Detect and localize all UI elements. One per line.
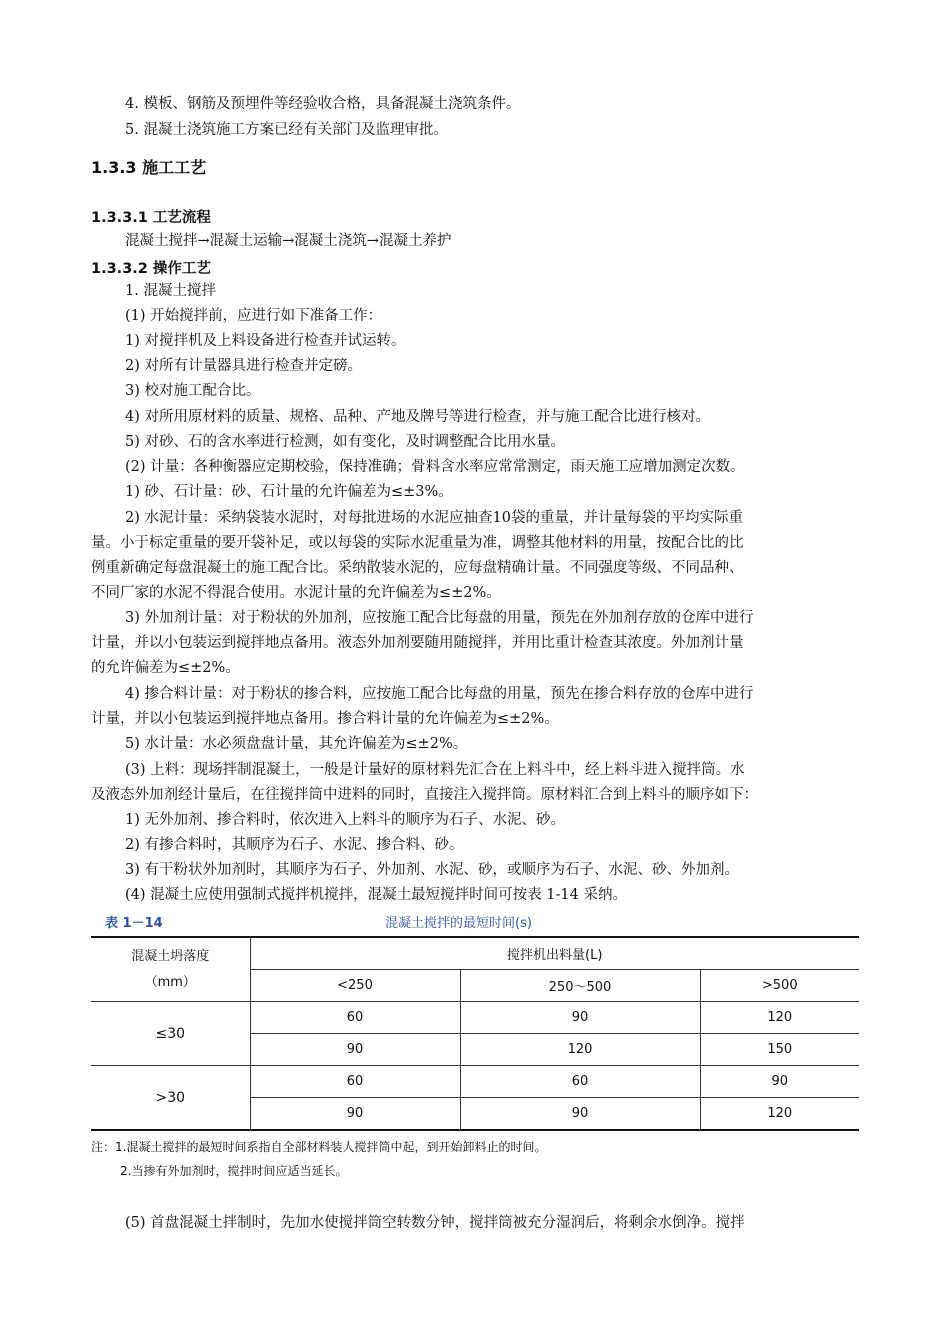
table-cell: 90 bbox=[250, 1098, 460, 1131]
table-row bbox=[91, 1002, 859, 1034]
paragraph-item-4: 4. 模板、钢筋及预埋件等经验收合格，具备混凝土浇筑条件。 bbox=[125, 96, 521, 112]
table-cell: 90 bbox=[250, 1034, 460, 1066]
table-col-header: >500 bbox=[700, 970, 859, 1002]
subsection-heading-1-3-3-2: 1.3.3.2 操作工艺 bbox=[91, 261, 211, 277]
step-1-3-line2: 及液态外加剂经计量后，在往搅拌筒中进料的同时，直接注入搅拌筒。原材料汇合到上料斗的顺序如下： bbox=[91, 787, 758, 803]
step-1-1-3: 3) 校对施工配合比。 bbox=[125, 383, 261, 399]
step-1-2-2-line4: 不同厂家的水泥不得混合使用。水泥计量的允许偏差为≤±2%。 bbox=[91, 585, 501, 601]
step-1-1: (1) 开始搅拌前，应进行如下准备工作： bbox=[125, 308, 383, 324]
paragraph-item-5: 5. 混凝土浇筑施工方案已经有关部门及监理审批。 bbox=[125, 122, 448, 138]
table-cell: 90 bbox=[700, 1066, 859, 1098]
subsection-heading-1-3-3-1: 1.3.3.1 工艺流程 bbox=[91, 210, 211, 226]
table-header-slump-label: 混凝土坍落度 bbox=[131, 948, 210, 964]
step-1-2-2-line2: 量。小于标定重量的要开袋补足，或以每袋的实际水泥重量为准，调整其他材料的用量，按配合比的比 bbox=[91, 535, 744, 551]
table-cell: 60 bbox=[250, 1002, 460, 1034]
table-col-header: 250～500 bbox=[460, 970, 700, 1002]
step-1-2-3-line3: 的允许偏差为≤±2%。 bbox=[91, 660, 240, 676]
table-title: 混凝土搅拌的最短时间(s) bbox=[385, 916, 532, 931]
table-slump-cell: ≤30 bbox=[91, 1002, 250, 1066]
table-note-2: 2.当掺有外加剂时，搅拌时间应适当延长。 bbox=[120, 1164, 348, 1178]
table-cell: 120 bbox=[460, 1034, 700, 1066]
table-cell: 60 bbox=[250, 1066, 460, 1098]
mixing-time-table bbox=[91, 936, 859, 1131]
step-1-2-4-line2: 计量，并以小包装运到搅拌地点备用。掺合料计量的允许偏差为≤±2%。 bbox=[91, 711, 559, 727]
table-header-slump bbox=[91, 937, 250, 1002]
step-1-1-5: 5) 对砂、石的含水率进行检测，如有变化，及时调整配合比用水量。 bbox=[125, 434, 565, 450]
table-row bbox=[91, 1066, 859, 1098]
step-1-2-5: 5) 水计量：水必须盘盘计量，其允许偏差为≤±2%。 bbox=[125, 736, 468, 752]
step-1-4: (4) 混凝土应使用强制式搅拌机搅拌，混凝土最短搅拌时间可按表 1-14 采纳。 bbox=[125, 887, 627, 903]
step-1-2: (2) 计量：各种衡器应定期校验，保持准确；骨料含水率应常常测定，雨天施工应增加测定次数。 bbox=[125, 459, 745, 475]
step-1-2-2-line1: 2) 水泥计量：采纳袋装水泥时，对每批进场的水泥应抽查10袋的重量，并计量每袋的平均实际重 bbox=[125, 510, 743, 526]
step-1-2-3-line1: 3) 外加剂计量：对于粉状的外加剂，应按施工配合比每盘的用量，预先在外加剂存放的仓库中进行 bbox=[125, 610, 754, 626]
table-cell: 120 bbox=[700, 1098, 859, 1131]
step-1-2-1: 1) 砂、石计量：砂、石计量的允许偏差为≤±3%。 bbox=[125, 484, 453, 500]
section-heading-1-3-3: 1.3.3 施工工艺 bbox=[91, 158, 207, 177]
step-1-5: (5) 首盘混凝土拌制时，先加水使搅拌筒空转数分钟，搅拌筒被充分湿润后，将剩余水倒净。搅拌 bbox=[125, 1215, 745, 1231]
step-1-2-3-line2: 计量，并以小包装运到搅拌地点备用。液态外加剂要随用随搅拌，并用比重计检查其浓度。外加剂计量 bbox=[91, 635, 744, 651]
step-1-2-4-line1: 4) 掺合料计量：对于粉状的掺合料，应按施工配合比每盘的用量，预先在掺合料存放的仓库中进行 bbox=[125, 686, 754, 702]
step-1-3-1: 1) 无外加剂、掺合料时，依次进入上料斗的顺序为石子、水泥、砂。 bbox=[125, 812, 565, 828]
step-1-3-2: 2) 有掺合料时，其顺序为石子、水泥、掺合料、砂。 bbox=[125, 837, 464, 853]
table-col-header: <250 bbox=[250, 970, 460, 1002]
table-slump-cell: >30 bbox=[91, 1066, 250, 1131]
step-1-1-4: 4) 对所用原材料的质量、规格、品种、产地及牌号等进行检查，并与施工配合比进行核对。 bbox=[125, 409, 710, 425]
table-cell: 120 bbox=[700, 1002, 859, 1034]
step-1-title: 1. 混凝土搅拌 bbox=[125, 283, 216, 299]
step-1-3-3: 3) 有干粉状外加剂时，其顺序为石子、外加剂、水泥、砂，或顺序为石子、水泥、砂、外加剂。 bbox=[125, 862, 739, 878]
table-cell: 90 bbox=[460, 1098, 700, 1131]
table-cell: 60 bbox=[460, 1066, 700, 1098]
process-flow-text: 混凝土搅拌→混凝土运输→混凝土浇筑→混凝土养护 bbox=[125, 233, 452, 249]
step-1-1-2: 2) 对所有计量器具进行检查并定磅。 bbox=[125, 358, 362, 374]
table-label: 表 1－14 bbox=[105, 916, 163, 931]
step-1-3-line1: (3) 上料：现场拌制混凝土，一般是计量好的原材料先汇合在上料斗中，经上料斗进入搅拌筒。水 bbox=[125, 762, 745, 778]
step-1-2-2-line3: 例重新确定每盘混凝土的施工配合比。采纳散装水泥的，应每盘精确计量。不同强度等级、不同品种、 bbox=[91, 560, 744, 576]
table-cell: 90 bbox=[460, 1002, 700, 1034]
table-note-1: 注：1.混凝土搅拌的最短时间系指自全部材料装人搅拌筒中起，到开始卸料止的时间。 bbox=[91, 1140, 547, 1154]
table-header-capacity: 搅拌机出料量(L) bbox=[250, 937, 859, 970]
table-cell: 150 bbox=[700, 1034, 859, 1066]
step-1-1-1: 1) 对搅拌机及上料设备进行检查并试运转。 bbox=[125, 333, 406, 349]
table-header-slump-unit: （mm） bbox=[144, 974, 196, 990]
